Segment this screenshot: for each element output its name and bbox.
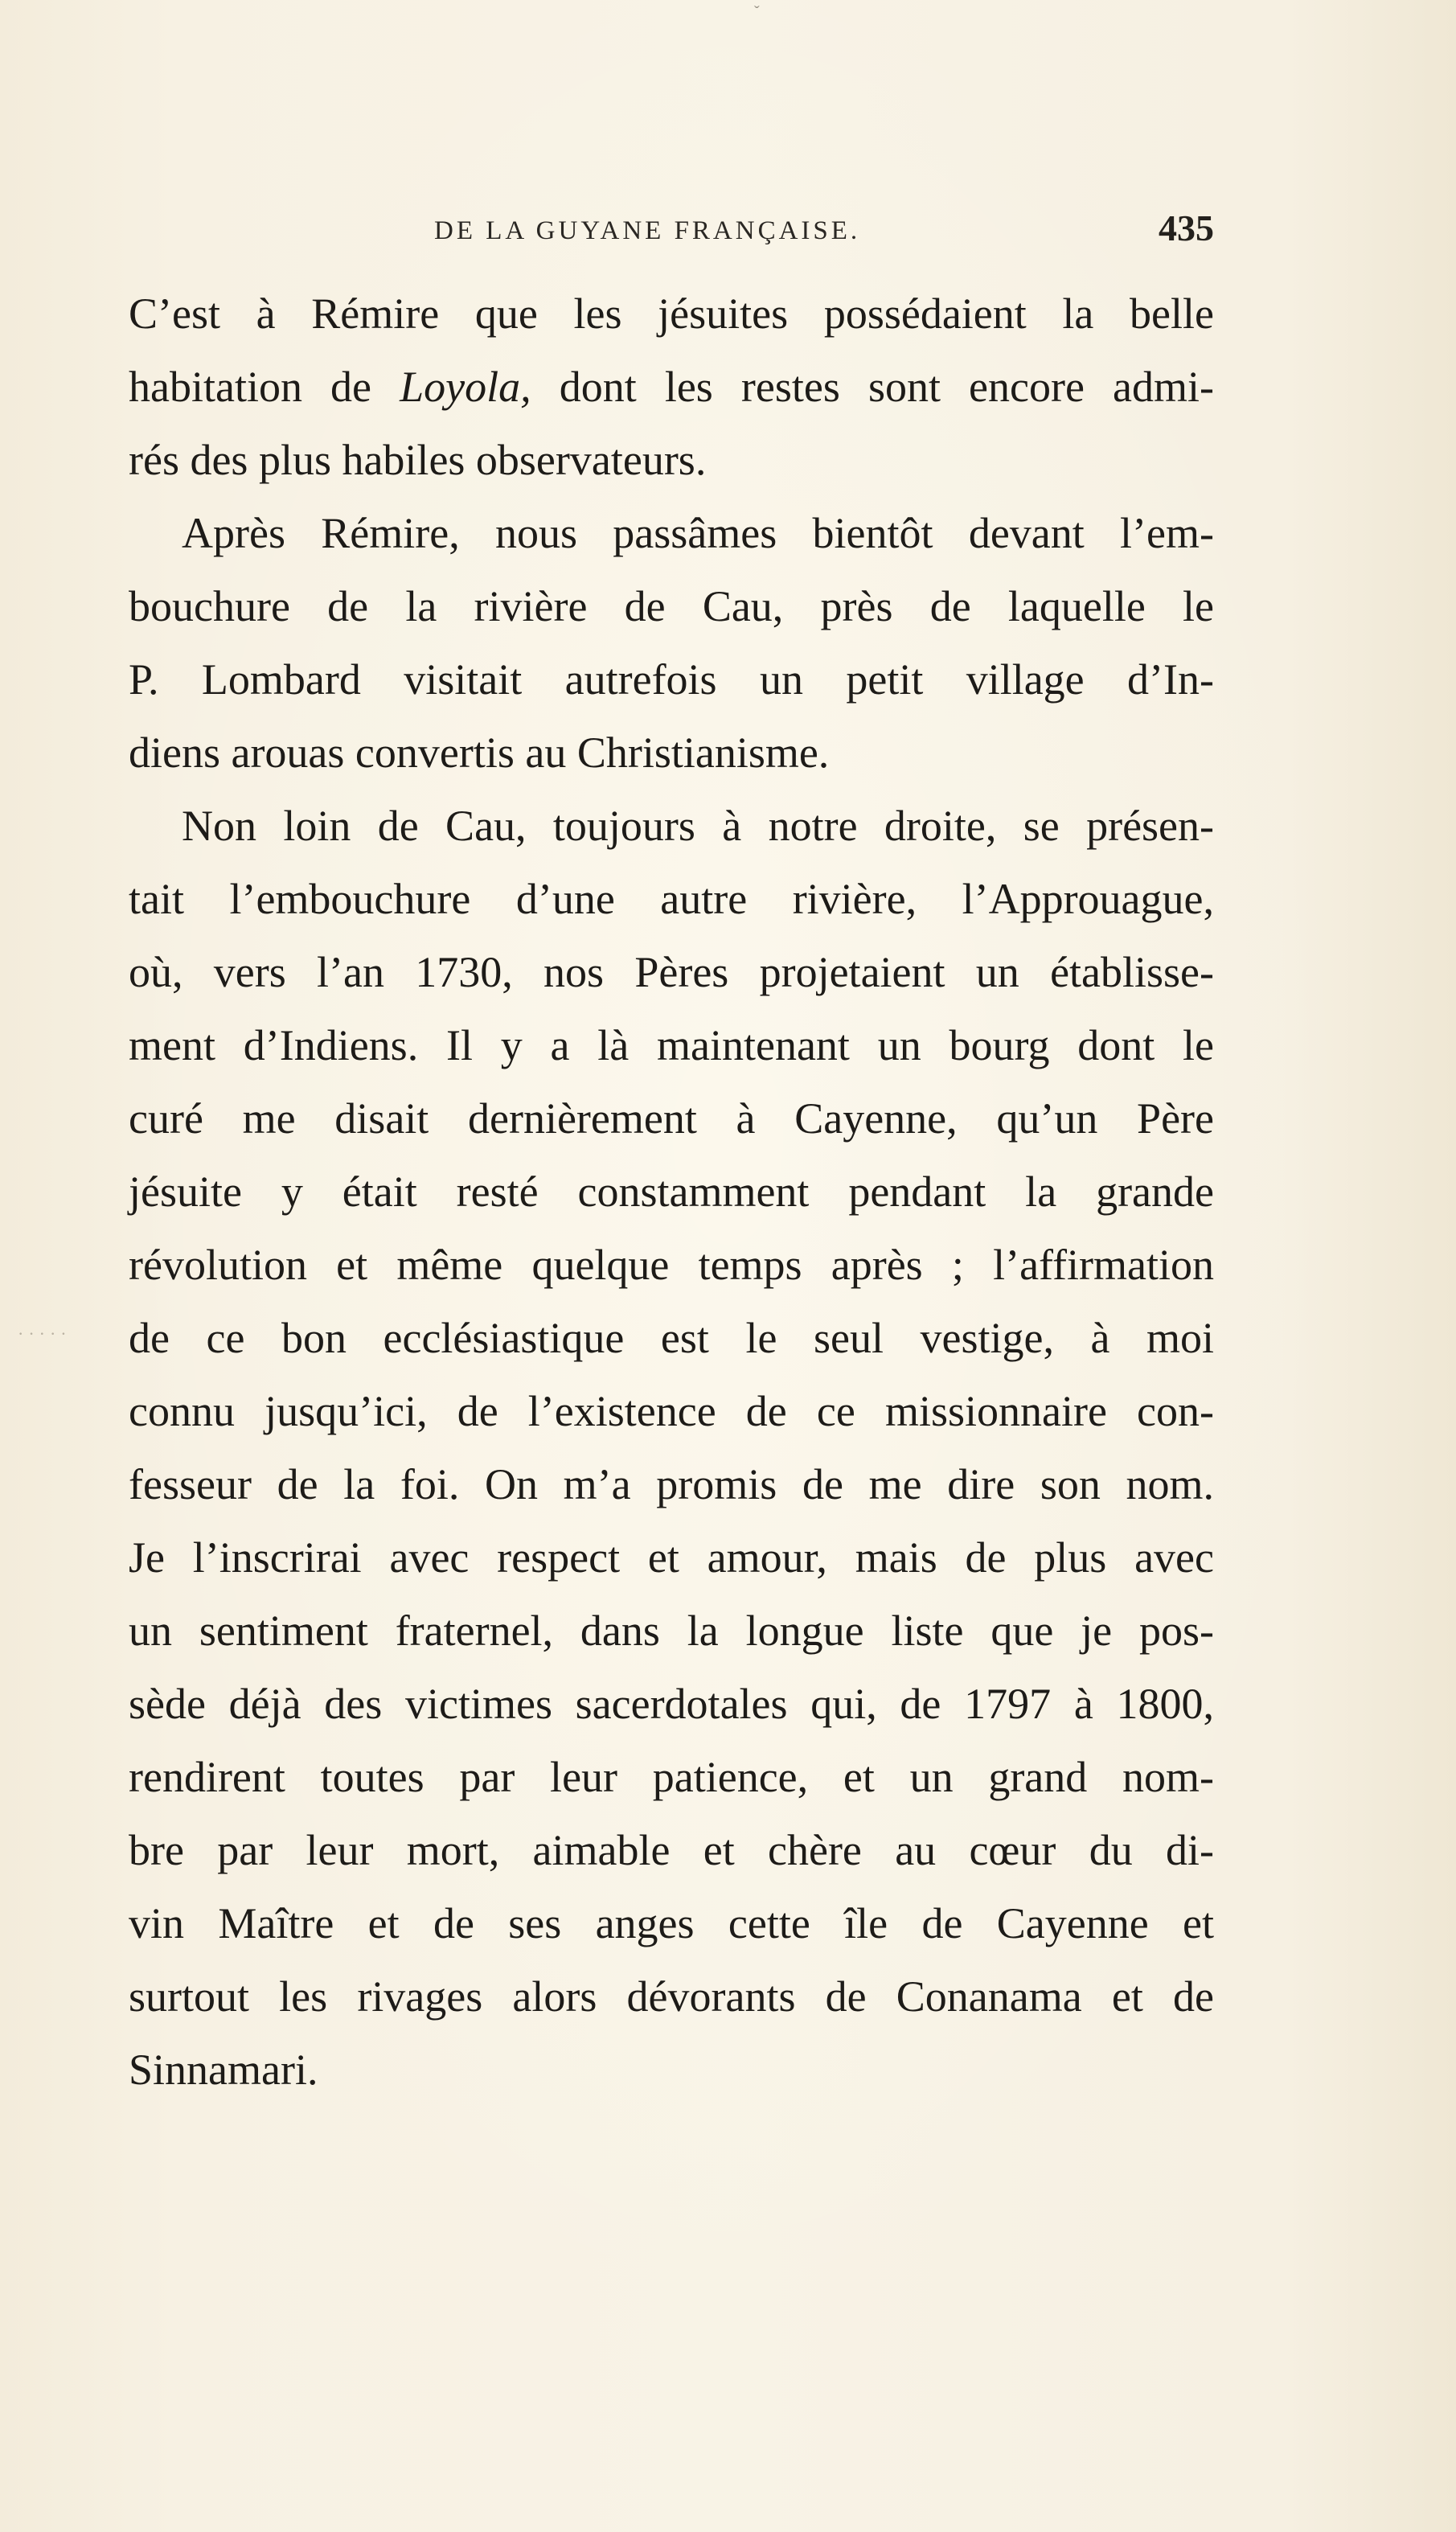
text-line: P. Lombard visitait autrefois un petit village d’In-	[129, 655, 1214, 704]
body-text	[129, 277, 1214, 2107]
text-line: jésuite y était resté constamment pendant la grande	[129, 1168, 1214, 1216]
text-line: révolution et même quelque temps après ; l’affirmation	[129, 1241, 1214, 1289]
text-line: ment d’Indiens. Il y a là maintenant un bourg dont le	[129, 1021, 1214, 1069]
text-line: Sinnamari.	[129, 2046, 318, 2094]
text-line: un sentiment fraternel, dans la longue liste que je pos-	[129, 1607, 1214, 1655]
text-line: Je l’inscrirai avec respect et amour, mais de plus avec	[129, 1533, 1214, 1582]
italic-term-loyola: Loyola,	[400, 363, 531, 411]
text-line: surtout les rivages alors dévorants de Conanama et de	[129, 1972, 1214, 2021]
running-title: DE LA GUYANE FRANÇAISE.	[434, 216, 861, 245]
text-line: connu jusqu’ici, de l’existence de ce missionnaire con-	[129, 1387, 1214, 1435]
text-line: fesseur de la foi. On m’a promis de me dire son nom.	[129, 1460, 1214, 1508]
text-fragment: dont les restes sont encore admi-	[531, 363, 1214, 411]
text-line: rendirent toutes par leur patience, et un grand nom-	[129, 1753, 1214, 1801]
running-head	[129, 207, 1214, 251]
text-line	[129, 351, 1214, 424]
text-line: Non loin de Cau, toujours à notre droite, se présen-	[182, 802, 1214, 850]
text-line: où, vers l’an 1730, nos Pères projetaient un établisse-	[129, 948, 1214, 996]
text-line: vin Maître et de ses anges cette île de Cayenne et	[129, 1899, 1214, 1947]
text-line: de ce bon ecclésiastique est le seul vestige, à moi	[129, 1314, 1214, 1362]
text-line: tait l’embouchure d’une autre rivière, l’Approuague,	[129, 875, 1214, 923]
text-fragment: habitation de	[129, 363, 400, 411]
page-number: 435	[1159, 207, 1214, 248]
text-line: curé me disait dernièrement à Cayenne, qu’un Père	[129, 1094, 1214, 1143]
text-line: bouchure de la rivière de Cau, près de laquelle le	[129, 582, 1214, 630]
text-line: diens arouas convertis au Christianisme.	[129, 728, 830, 777]
margin-show-through: ·····	[18, 1323, 72, 1344]
text-line: rés des plus habiles observateurs.	[129, 436, 707, 484]
text-line: bre par leur mort, aimable et chère au cœur du di-	[129, 1826, 1214, 1874]
page-top-mark: ˇ	[754, 3, 760, 21]
text-line: sède déjà des victimes sacerdotales qui, de 1797 à 1800,	[129, 1680, 1214, 1728]
text-line: C’est à Rémire que les jésuites possédaient la belle	[129, 289, 1214, 338]
text-line: Après Rémire, nous passâmes bientôt devant l’em-	[182, 509, 1214, 557]
